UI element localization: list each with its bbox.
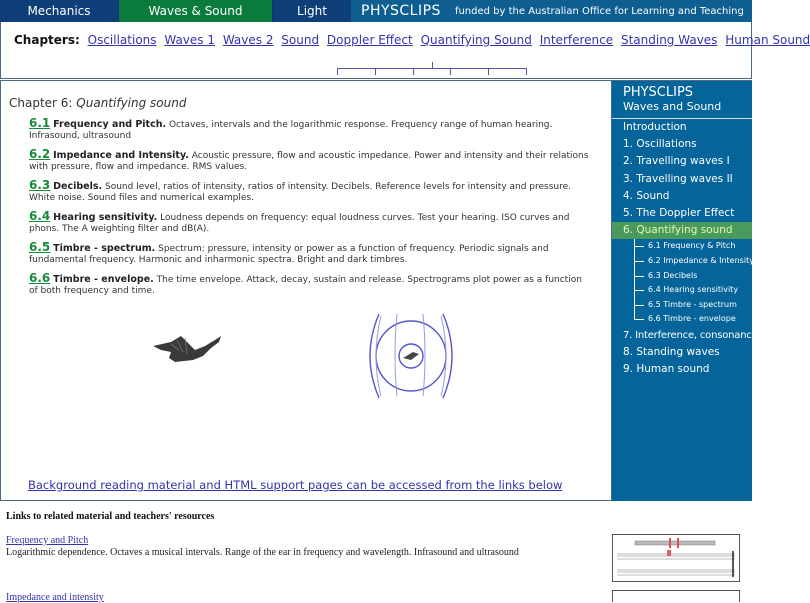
chapter-link-doppler-effect[interactable]: Doppler Effect	[326, 33, 413, 47]
section-title: Timbre - envelope.	[53, 274, 154, 285]
brand-name: PHYSCLIPS	[361, 3, 441, 19]
brand-banner	[351, 0, 752, 22]
sidebar-item-oscillations[interactable]: 1. Oscillations	[623, 138, 697, 151]
moth-icon	[403, 352, 419, 360]
section-list	[29, 118, 589, 304]
chapter-link-oscillations[interactable]: Oscillations	[87, 33, 157, 47]
sidebar-subitem-6-3[interactable]: 6.3 Decibels	[612, 269, 752, 284]
section-title: Decibels.	[53, 181, 103, 192]
section-item	[29, 211, 589, 235]
sidebar-item-sound[interactable]: 4. Sound	[623, 189, 670, 202]
section-desc: Acoustic pressure, flow and acoustic impedance. Power and intensity and their relations with pressure, flow and impedance. RMS values.	[29, 151, 589, 172]
sidebar-item-human-sound[interactable]: 9. Human sound	[623, 363, 710, 376]
bracket-tick	[450, 68, 451, 75]
chapter-link-waves-1[interactable]: Waves 1	[164, 33, 215, 47]
section-title: Frequency and Pitch.	[53, 119, 167, 130]
section-link[interactable]: 6.1	[29, 116, 51, 130]
section-item	[29, 273, 589, 297]
sidebar-item-quantifying-sound[interactable]: 6. Quantifying sound	[612, 222, 752, 239]
chapter-links	[14, 33, 810, 47]
sidebar-subitem-6-1[interactable]: 6.1 Frequency & Pitch	[612, 239, 752, 254]
chapter-link-human-sound[interactable]: Human Sound	[725, 33, 810, 47]
bracket-tick	[375, 68, 376, 75]
sidebar-item-travelling-waves-1[interactable]: 2. Travelling waves I	[623, 155, 730, 168]
tab-waves-and-sound[interactable]: Waves & Sound	[118, 0, 273, 22]
chapters-bar	[0, 22, 810, 79]
chapter-link-quantifying-sound[interactable]: Quantifying Sound	[420, 33, 532, 47]
sidebar-item-doppler-effect[interactable]: 5. The Doppler Effect	[623, 206, 735, 219]
sidebar-subsection-list	[612, 239, 752, 327]
brand-funding: funded by the Australian Office for Learning and Teaching	[454, 5, 744, 17]
tab-light[interactable]: Light	[273, 0, 351, 22]
sidebar-item-standing-waves[interactable]: 8. Standing waves	[623, 346, 720, 359]
section-desc: The time envelope. Attack, decay, sustain and release. Spectrograms plot power as a function of both frequency and time.	[29, 275, 582, 296]
top-nav	[0, 0, 752, 22]
section-desc: Octaves, intervals and the logarithmic response. Frequency range of human hearing. Infrasound, ultrasound	[29, 120, 553, 141]
intensity-thumbnail[interactable]	[612, 590, 740, 602]
chapter-link-sound[interactable]: Sound	[281, 33, 320, 47]
bat-echolocation-illustration	[141, 306, 471, 396]
sidebar-subtitle: Waves and Sound	[623, 100, 722, 113]
section-link[interactable]: 6.3	[29, 178, 51, 192]
related-desc: Logarithmic dependence. Octaves a musical intervals. Range of the ear in frequency and wavelength. Infrasound and ultrasound	[6, 547, 519, 558]
tab-mechanics[interactable]: Mechanics	[0, 0, 118, 22]
chapters-label: Chapters:	[14, 33, 80, 47]
related-resources-heading: Links to related material and teachers' resources	[6, 511, 215, 522]
related-link-impedance-intensity[interactable]: Impedance and intensity	[6, 592, 104, 603]
section-item	[29, 118, 589, 142]
section-item	[29, 242, 589, 266]
bracket-tick	[488, 68, 489, 75]
section-link[interactable]: 6.4	[29, 209, 51, 223]
section-title: Impedance and Intensity.	[53, 150, 189, 161]
chapter-link-waves-2[interactable]: Waves 2	[222, 33, 274, 47]
keyboard-score-thumbnail[interactable]	[612, 534, 740, 582]
page-title: Chapter 6: Quantifying sound	[9, 96, 187, 110]
section-item	[29, 149, 589, 173]
background-reading-link[interactable]: Background reading material and HTML support pages can be accessed from the links below	[28, 478, 563, 492]
section-desc: Spectrum: pressure, intensity or power as a function of frequency. Periodic signals and fundamental frequency. Harmonic and inharmonic spectra. Bright and dark timbres.	[29, 244, 549, 265]
sidebar-item-travelling-waves-2[interactable]: 3. Travelling waves II	[623, 172, 733, 185]
bracket-tick	[413, 68, 414, 75]
sidebar-header	[612, 81, 752, 119]
sidebar-subitem-6-6[interactable]: 6.6 Timbre - envelope	[612, 312, 752, 327]
section-link[interactable]: 6.5	[29, 240, 51, 254]
related-link-frequency-pitch[interactable]: Frequency and Pitch	[6, 535, 89, 546]
chapter-link-interference[interactable]: Interference	[539, 33, 614, 47]
subsection-bracket	[337, 68, 527, 75]
section-desc: Sound level, ratios of intensity, ratios of intensity. Decibels. Reference levels for intensity and pressure. White noise. Sound files and numerical examples.	[29, 182, 572, 203]
main-content	[0, 80, 612, 501]
sidebar-subitem-6-2[interactable]: 6.2 Impedance & Intensity	[612, 254, 752, 269]
section-link[interactable]: 6.2	[29, 147, 51, 161]
section-title: Timbre - spectrum.	[53, 243, 156, 254]
piano-score-icon	[613, 535, 739, 581]
sidebar-subitem-6-4[interactable]: 6.4 Hearing sensitivity	[612, 283, 752, 298]
section-item	[29, 180, 589, 204]
sidebar-item-introduction[interactable]: Introduction	[623, 121, 687, 133]
bat-icon	[153, 336, 221, 362]
section-link[interactable]: 6.6	[29, 271, 51, 285]
chapter-link-standing-waves[interactable]: Standing Waves	[620, 33, 718, 47]
sidebar-subitem-6-5[interactable]: 6.5 Timbre - spectrum	[612, 298, 752, 313]
sidebar-title: PHYSCLIPS	[623, 85, 694, 100]
sidebar-item-interference[interactable]: 7. Interference, consonance	[623, 329, 758, 341]
section-desc: Loudness depends on frequency: equal loudness curves. Test your hearing. ISO curves and phons. The A weighting filter and dB(A).	[29, 213, 570, 234]
sidebar	[612, 80, 758, 501]
section-title: Hearing sensitivity.	[53, 212, 158, 223]
